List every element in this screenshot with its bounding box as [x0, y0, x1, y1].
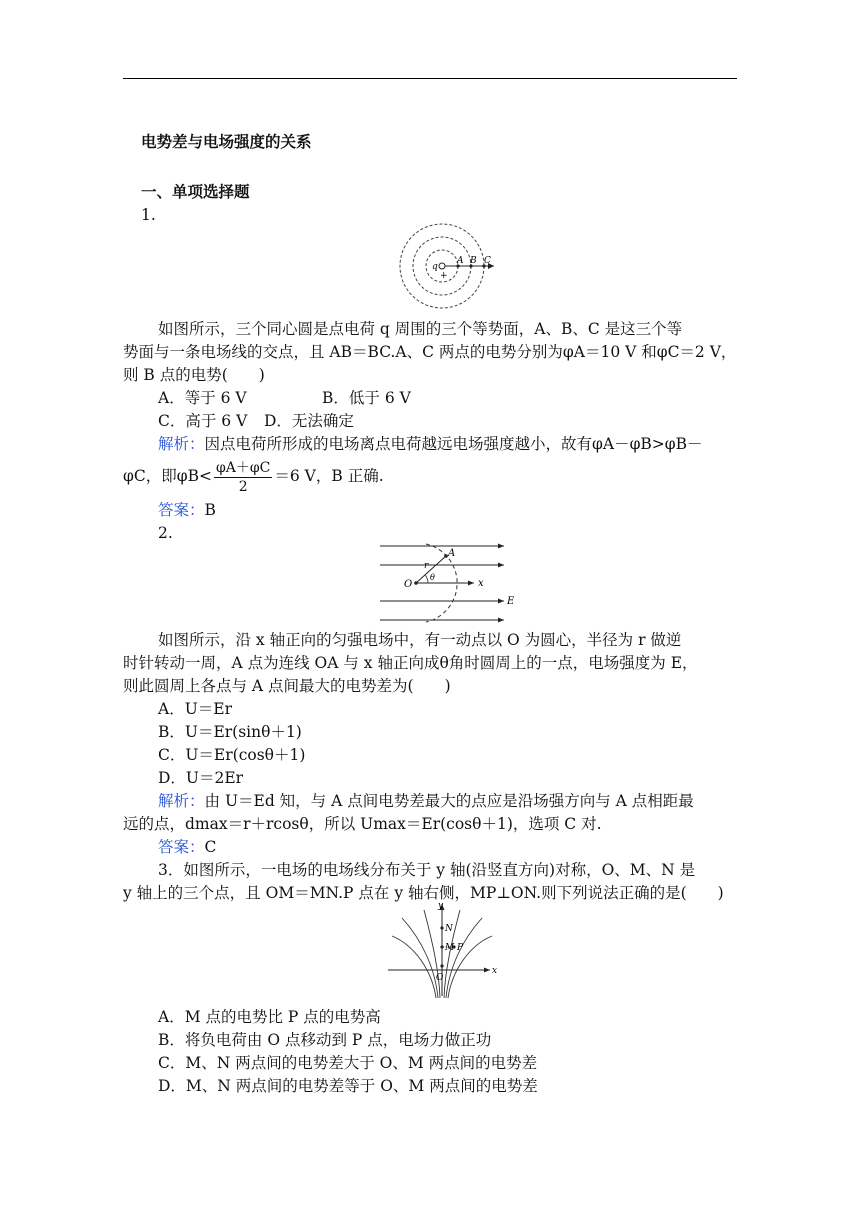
- q3-stem-line1: 3．如图所示，一电场的电场线分布关于 y 轴(沿竖直方向)对称，O、M、N 是: [158, 861, 696, 879]
- q1-stem-line2: 势面与一条电场线的交点，且 AB＝BC.A、C 两点的电势分别为φA＝10 V 和φC＝2 V，: [123, 343, 737, 361]
- q1-answer-value: B: [204, 501, 216, 519]
- q1-analysis-text2b: ＝6 V，B 正确.: [274, 467, 384, 485]
- q2-option-a: A．U＝Er: [158, 700, 232, 718]
- q1-answer: [158, 499, 216, 521]
- point-o: [440, 964, 443, 967]
- field-line-left-2: [402, 918, 438, 998]
- q2-option-d: D．U＝2Er: [158, 769, 244, 787]
- label-e: E: [507, 596, 515, 607]
- q2-number: 2.: [158, 524, 173, 542]
- q3-option-a: A．M 点的电势比 P 点的电势高: [158, 1008, 381, 1026]
- q2-stem-line1: 如图所示，沿 x 轴正向的匀强电场中，有一动点以 O 为圆心，半径为 r 做逆: [158, 631, 682, 649]
- q1-option-d: D．无法确定: [264, 412, 354, 430]
- q1-analysis-text2a: φC，即φB<: [123, 467, 212, 485]
- q1-stem-line1: 如图所示，三个同心圆是点电荷 q 周围的三个等势面，A、B、C 是这三个等: [158, 320, 683, 338]
- label-m: M: [445, 943, 455, 953]
- section-heading: 一、单项选择题: [141, 182, 250, 201]
- q2-stem-line2: 时针转动一周，A 点为连线 OA 与 x 轴正向成θ角时圆周上的一点，电场强度为 E，: [123, 654, 698, 672]
- q3-field-lines-figure: [384, 900, 504, 1000]
- angle-arc: [425, 575, 428, 583]
- point-charge: [439, 263, 445, 269]
- q1-analysis-line1: [158, 433, 703, 455]
- q2-answer-label: 答案：: [158, 838, 205, 856]
- q1-fraction: [214, 459, 272, 496]
- q1-stem-line3: 则 B 点的电势( ): [123, 366, 265, 384]
- label-a: A: [457, 256, 464, 266]
- q1-fraction-denominator: 2: [238, 478, 248, 495]
- field-arrow-2: [498, 563, 504, 568]
- q2-analysis-line1: [158, 790, 694, 812]
- q3-stem-line2: y 轴上的三个点，且 OM＝MN.P 点在 y 轴右侧，MP⊥ON.则下列说法正确的是( ): [123, 884, 724, 902]
- field-arrow-4: [498, 599, 504, 604]
- point-n: [440, 926, 443, 929]
- label-q: q: [432, 262, 438, 272]
- q3-option-d: D．M、N 两点间的电势差等于 O、M 两点间的电势差: [158, 1077, 538, 1095]
- q1-option-c: C．高于 6 V: [158, 412, 248, 430]
- q1-number: 1.: [141, 206, 156, 224]
- q2-uniform-field-figure: [376, 542, 520, 624]
- q1-analysis-label: 解析：: [158, 435, 205, 453]
- q1-concentric-circles-figure: [398, 222, 502, 314]
- q2-option-b: B．U＝Er(sinθ＋1): [158, 723, 302, 741]
- label-n: N: [445, 924, 453, 934]
- q1-analysis-line2: [123, 456, 384, 496]
- q2-stem-line3: 则此圆周上各点与 A 点间最大的电势差为( ): [123, 677, 451, 695]
- q2-answer: [158, 836, 216, 858]
- page-title: 电势差与电场强度的关系: [141, 132, 312, 151]
- label-x: x: [492, 966, 498, 976]
- label-o: O: [436, 973, 444, 983]
- q1-fraction-numerator: φA＋φC: [215, 459, 271, 476]
- label-plus: +: [440, 271, 448, 281]
- q3-option-b: B．将负电荷由 O 点移动到 P 点，电场力做正功: [158, 1031, 492, 1049]
- q1-analysis-text1: 因点电荷所形成的电场离点电荷越远电场强度越小，故有φA－φB>φB－: [204, 435, 703, 453]
- q2-analysis-text1: 由 U＝Ed 知，与 A 点间电势差最大的点应是沿场强方向与 A 点相距最: [204, 792, 694, 810]
- q1-option-a: A．等于 6 V: [158, 389, 247, 407]
- x-axis-arrow: [468, 581, 474, 586]
- q1-answer-label: 答案：: [158, 501, 205, 519]
- field-arrow-1: [498, 544, 504, 549]
- header-rule: [123, 78, 737, 79]
- x-axis-arrow: [484, 968, 490, 973]
- q2-analysis-label: 解析：: [158, 792, 205, 810]
- q1-option-b: B．低于 6 V: [322, 389, 411, 407]
- label-p: P: [457, 943, 464, 953]
- label-y: y: [438, 901, 444, 911]
- field-arrow-5: [498, 618, 504, 623]
- q3-option-c: C．M、N 两点间的电势差大于 O、M 两点间的电势差: [158, 1054, 538, 1072]
- label-theta: θ: [430, 573, 435, 582]
- field-line-left-1: [392, 936, 436, 998]
- label-c: C: [484, 256, 491, 266]
- label-a: A: [448, 548, 456, 559]
- q2-analysis-line2: 远的点，dmax＝r＋rcosθ，所以 Umax＝Er(cosθ＋1)，选项 C 对.: [123, 815, 602, 833]
- field-line-right-1: [448, 936, 492, 998]
- q2-answer-value: C: [204, 838, 217, 856]
- label-o: O: [404, 579, 413, 590]
- point-o: [414, 581, 418, 585]
- q2-option-c: C．U＝Er(cosθ＋1): [158, 746, 306, 764]
- label-r: r: [424, 561, 429, 571]
- label-b: B: [470, 256, 477, 266]
- label-x: x: [478, 578, 484, 589]
